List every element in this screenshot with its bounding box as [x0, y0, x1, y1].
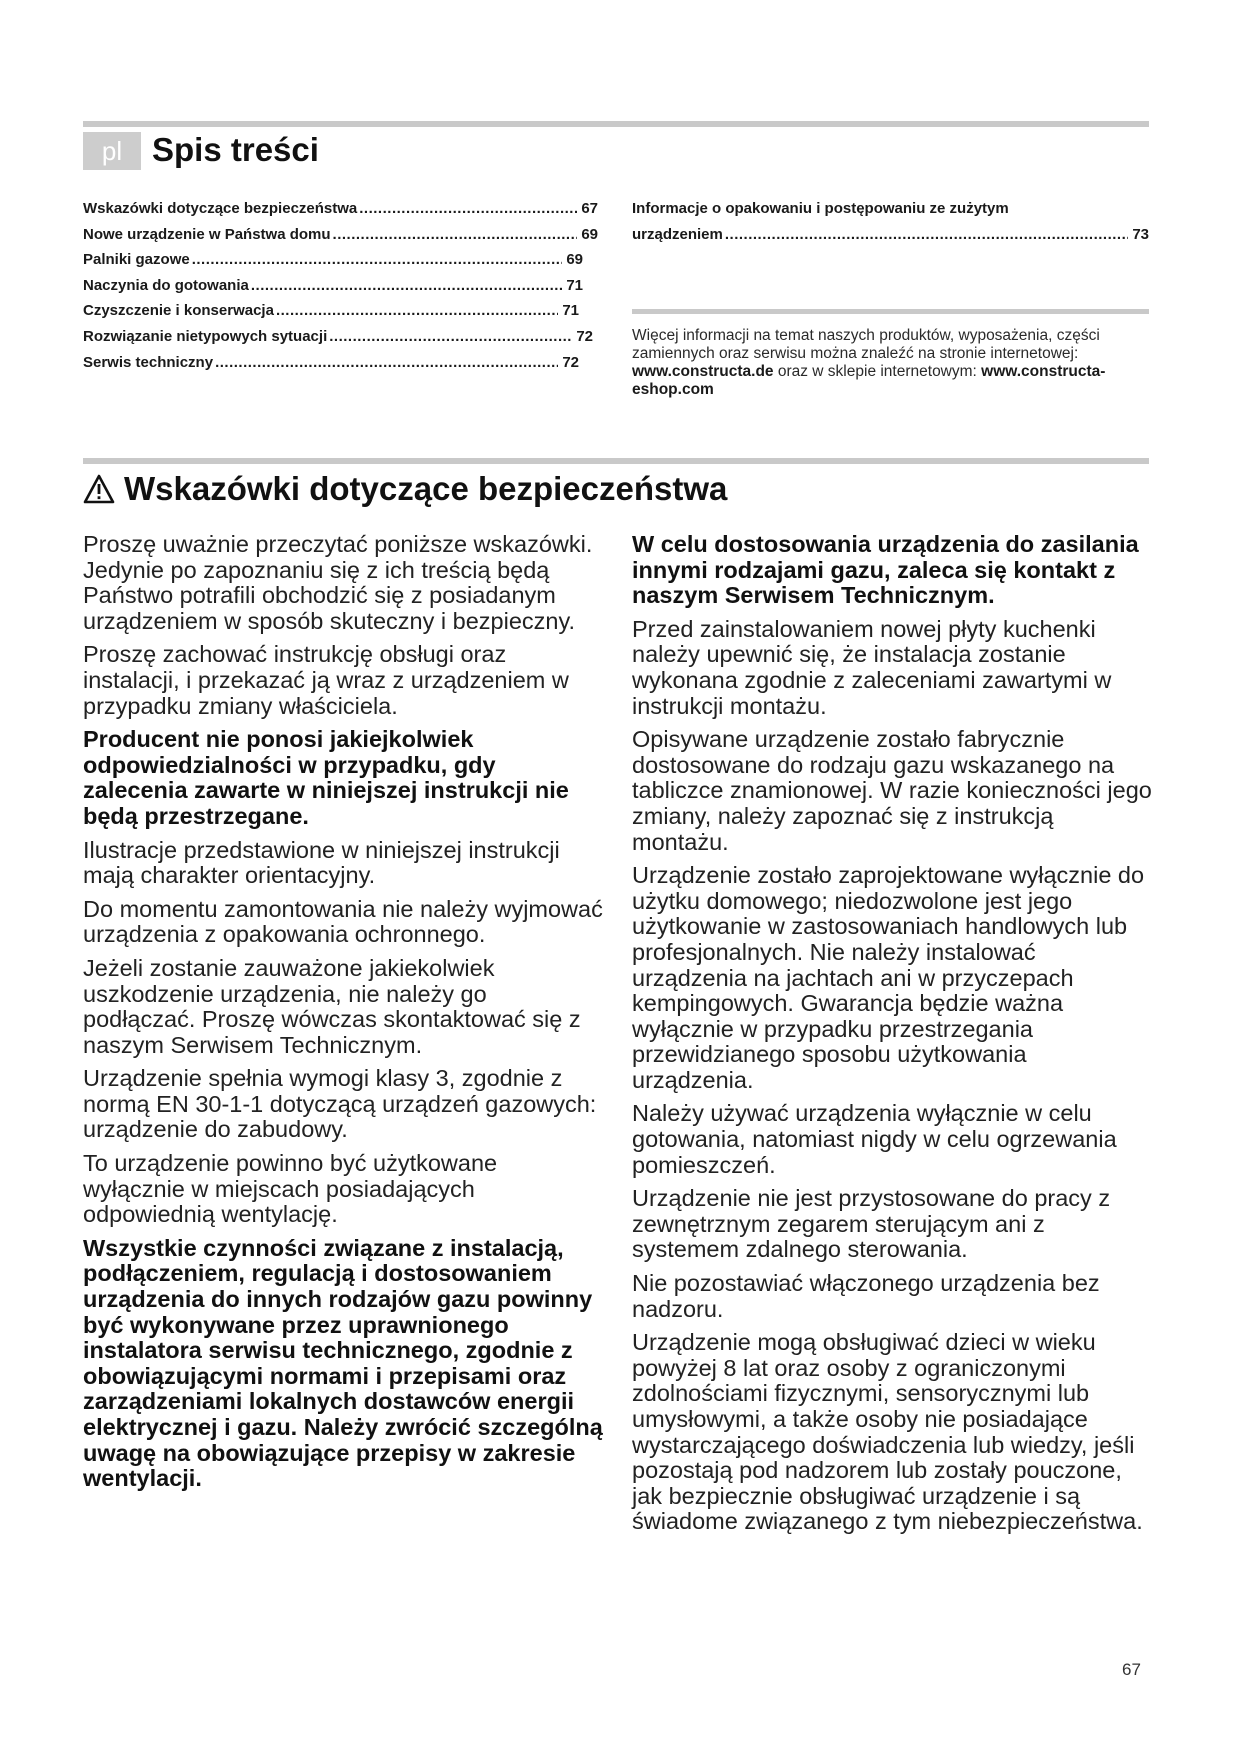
toc-entry-line	[632, 222, 1149, 248]
toc-title: Spis treści	[152, 131, 319, 168]
paragraph: Urządzenie zostało zaprojektowane wyłącznie do użytku domowego; niedozwolone jest jego użytkowanie w zastosowaniach handlowych lub profesjonalnych. Nie należy instalować urządzenia na jachtach ani w przyczepach kempingowych. Gwarancja będzie ważna wyłącznie w przypadku przestrzegania przewidzianego sposobu użytkowania urządzenia.	[632, 862, 1145, 1093]
toc-entry-page: 71	[562, 302, 579, 320]
paragraph: Urządzenie spełnia wymogi klasy 3, zgodnie z normą EN 30-1-1 dotyczącą urządzeń gazowych: urządzenie do zabudowy.	[83, 1065, 597, 1143]
paragraph: Jeżeli zostanie zauważone jakiekolwiek uszkodzenie urządzenia, nie należy go podłączać. Proszę wówczas skontaktować się z naszym Serwisem Technicznym.	[83, 954, 581, 1058]
paragraph: Nie pozostawiać włączonego urządzenia bez nadzoru.	[632, 1270, 1100, 1322]
info-rule	[632, 309, 1149, 314]
toc-entry[interactable]	[83, 273, 583, 299]
paragraph: Proszę zachować instrukcję obsługi oraz instalacji, i przekazać ją wraz z urządzeniem w przypadku zmiany właściciela.	[83, 641, 569, 719]
safety-section-title	[83, 467, 727, 511]
toc-left-column	[83, 196, 598, 375]
toc-entry-label: Nowe urządzenie w Państwa domu	[83, 225, 331, 243]
toc-right-column[interactable]	[632, 196, 1149, 247]
toc-leader-dots	[276, 298, 558, 324]
toc-entry-page: 72	[562, 353, 579, 371]
toc-entry-label: Informacje o opakowaniu i postępowaniu ze zużytym	[632, 200, 1009, 217]
toc-entry[interactable]	[83, 350, 579, 376]
toc-entry-page: 71	[566, 276, 583, 294]
toc-entry[interactable]	[83, 196, 598, 222]
info-text: oraz w sklepie internetowym:	[773, 363, 982, 380]
paragraph: Urządzenie mogą obsługiwać dzieci w wieku powyżej 8 lat oraz osoby z ograniczonymi zdolnościami fizycznymi, sensorycznymi lub umysłowymi, a także osoby nie posiadające wystarczającego doświadczenia lub wiedzy, jeśli pozostają pod nadzorem lub zostały pouczone, jak bezpiecznie obsługiwać urządzenie i są świadome związanego z tym niebezpieczeństwa.	[632, 1329, 1143, 1535]
toc-leader-dots	[359, 196, 577, 222]
page-number: 67	[1122, 1660, 1141, 1679]
toc-entry-label: Rozwiązanie nietypowych sytuacji	[83, 327, 328, 345]
toc-leader-dots	[329, 324, 572, 350]
language-badge: pl	[83, 132, 141, 170]
eshop-link[interactable]: www.constructa-eshop.com	[632, 363, 1106, 398]
info-box	[632, 327, 1152, 399]
paragraph: Przed zainstalowaniem nowej płyty kuchenki należy upewnić się, że instalacja zostanie wykonana zgodnie z zaleceniami zawartymi w instrukcji montażu.	[632, 615, 1112, 719]
safety-title-text: Wskazówki dotyczące bezpieczeństwa	[124, 470, 728, 507]
paragraph-bold: W celu dostosowania urządzenia do zasilania innymi rodzajami gazu, zaleca się kontakt z naszym Serwisem Technicznym.	[632, 531, 1139, 609]
toc-entry-page: 69	[566, 251, 583, 269]
toc-entry[interactable]	[83, 222, 598, 248]
toc-leader-dots	[251, 273, 562, 299]
toc-leader-dots	[215, 350, 558, 376]
toc-entry-label: Palniki gazowe	[83, 251, 190, 269]
website-link[interactable]: www.constructa.de	[632, 363, 774, 380]
toc-entry-label: urządzeniem	[632, 225, 723, 243]
paragraph: To urządzenie powinno być użytkowane wyłącznie w miejscach posiadających odpowiednią wentylację.	[83, 1150, 498, 1228]
toc-entry-label: Serwis techniczny	[83, 353, 214, 371]
toc-entry[interactable]	[83, 298, 579, 324]
toc-leader-dots	[725, 222, 1128, 248]
paragraph-bold: Wszystkie czynności związane z instalacją, podłączeniem, regulacją i dostosowaniem urządzenia do innych rodzajów gazu powinny być wykonywane przez uprawnionego instalatora serwisu technicznego, zgodnie z obowiązującymi normami i przepisami oraz zarządzeniami lokalnych dostawców energii elektrycznej i gazu. Należy zwrócić szczególną uwagę na obowiązujące przepisy w zakresie wentylacji.	[83, 1234, 603, 1492]
paragraph: Urządzenie nie jest przystosowane do pracy z zewnętrznym zegarem sterującym ani z systemem zdalnego sterowania.	[632, 1185, 1111, 1263]
safety-left-column	[83, 532, 603, 1500]
paragraph: Opisywane urządzenie zostało fabrycznie dostosowane do rodzaju gazu wskazanego na tabliczce znamionowej. W razie konieczności jego zmiany, należy zapoznać się z instrukcją montażu.	[632, 726, 1152, 855]
top-rule	[83, 121, 1149, 127]
safety-right-column	[632, 532, 1152, 1543]
paragraph: Proszę uważnie przeczytać poniższe wskazówki. Jedynie po zapoznaniu się z ich treścią będą Państwo potrafili obchodzić się z posiadanym urządzeniem w sposób skuteczny i bezpieczny.	[83, 531, 593, 634]
toc-entry[interactable]	[83, 247, 583, 273]
toc-entry-line	[632, 196, 1149, 222]
toc-entry-label: Wskazówki dotyczące bezpieczeństwa	[83, 200, 358, 217]
paragraph: Należy używać urządzenia wyłącznie w celu gotowania, natomiast nigdy w celu ogrzewania pomieszczeń.	[632, 1100, 1117, 1178]
toc-entry-page: 69	[581, 225, 598, 243]
toc-entry-page: 67	[581, 200, 598, 217]
toc-entry-page: 72	[576, 327, 593, 345]
toc-entry-page: 73	[1132, 225, 1149, 243]
toc-leader-dots	[333, 222, 578, 248]
toc-entry[interactable]	[83, 324, 593, 350]
toc-entry-label: Naczynia do gotowania	[83, 276, 249, 294]
warning-triangle-icon	[83, 474, 115, 504]
paragraph: Do momentu zamontowania nie należy wyjmować urządzenia z opakowania ochronnego.	[83, 895, 603, 948]
toc-leader-dots	[192, 247, 563, 273]
paragraph: Ilustracje przedstawione w niniejszej instrukcji mają charakter orientacyjny.	[83, 836, 560, 889]
section-rule	[83, 458, 1149, 464]
info-text: Więcej informacji na temat naszych produktów, wyposażenia, części zamiennych oraz serwisu można znaleźć na stronie internetowej:	[632, 327, 1100, 362]
toc-entry-label: Czyszczenie i konserwacja	[83, 302, 274, 320]
paragraph-bold: Producent nie ponosi jakiejkolwiek odpowiedzialności w przypadku, gdy zalecenia zawarte w niniejszej instrukcji nie będą przestrzegane.	[83, 726, 569, 829]
